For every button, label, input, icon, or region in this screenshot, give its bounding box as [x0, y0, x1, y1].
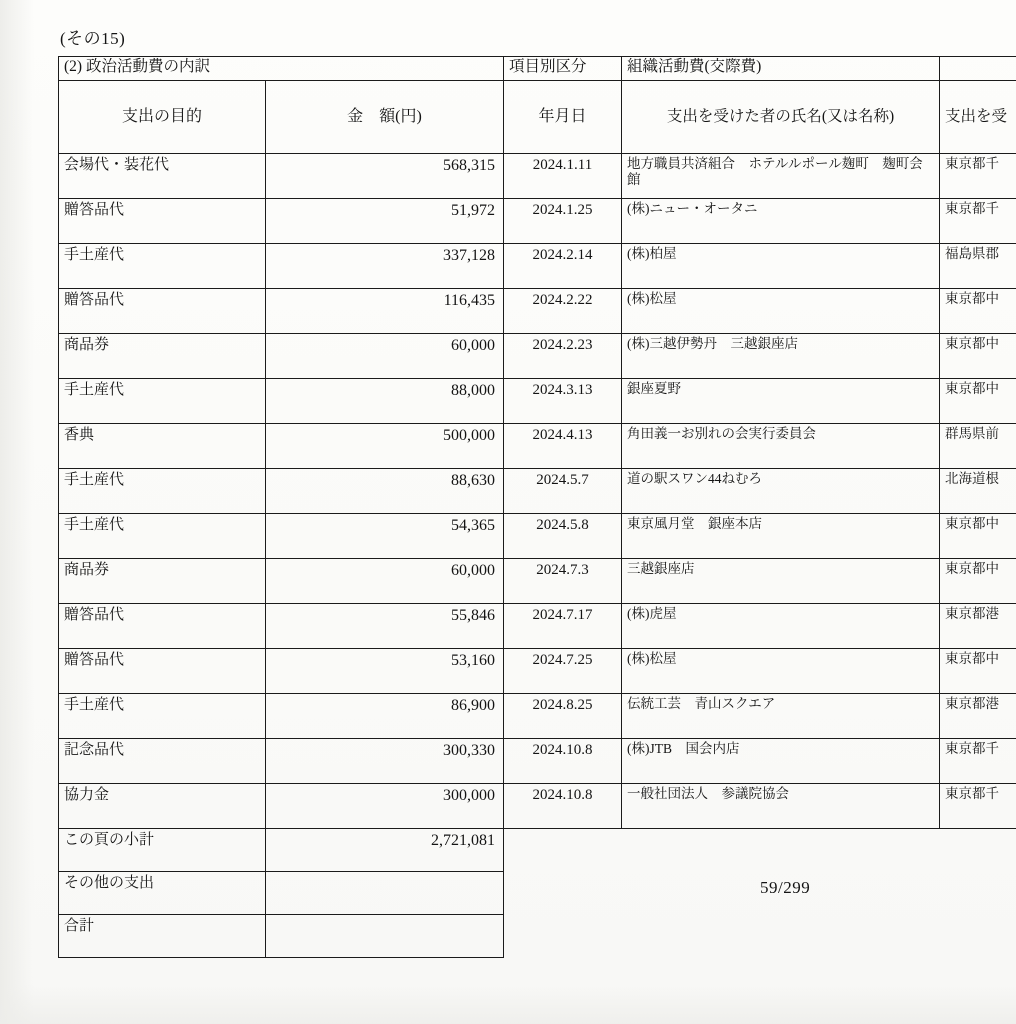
cell-date: 2024.1.11: [504, 154, 622, 199]
table-title-row: [59, 57, 1016, 81]
cell-purpose: 記念品代: [59, 739, 266, 784]
cell-date: 2024.3.13: [504, 379, 622, 424]
cell-date: 2024.10.8: [504, 739, 622, 784]
cell-recipient-name: (株)柏屋: [622, 244, 940, 289]
cell-purpose: 商品券: [59, 559, 266, 604]
cell-recipient-name: (株)虎屋: [622, 604, 940, 649]
table-row: [59, 604, 1016, 649]
table-row: [59, 559, 1016, 604]
cell-recipient-name: 一般社団法人 参議院協会: [622, 784, 940, 829]
cell-amount: 54,365: [266, 514, 504, 559]
column-header-recipient-address: 支出を受: [940, 81, 1016, 154]
cell-date: 2024.2.22: [504, 289, 622, 334]
summary-amount: [266, 915, 504, 958]
cell-recipient-address: 東京都中: [940, 559, 1016, 604]
table-row: [59, 289, 1016, 334]
cell-recipient-address: 東京都港: [940, 694, 1016, 739]
summary-blank-address: [940, 915, 1016, 958]
summary-blank-date: [504, 829, 622, 872]
cell-recipient-address: 東京都千: [940, 784, 1016, 829]
cell-recipient-name: (株)ニュー・オータニ: [622, 199, 940, 244]
table-row: [59, 154, 1016, 199]
cell-purpose: 手土産代: [59, 379, 266, 424]
cell-recipient-address: 東京都千: [940, 739, 1016, 784]
cell-recipient-address: 東京都港: [940, 604, 1016, 649]
cell-amount: 116,435: [266, 289, 504, 334]
scan-shadow-left: [0, 0, 34, 1024]
column-header-purpose: 支出の目的: [59, 81, 266, 154]
summary-row-total: [59, 915, 1016, 958]
cell-amount: 60,000: [266, 334, 504, 379]
summary-blank-name: [622, 829, 940, 872]
cell-amount: 53,160: [266, 649, 504, 694]
cell-amount: 60,000: [266, 559, 504, 604]
summary-blank-name: [622, 915, 940, 958]
cell-purpose: 贈答品代: [59, 289, 266, 334]
table-header-row: [59, 81, 1016, 154]
cell-recipient-name: 東京風月堂 銀座本店: [622, 514, 940, 559]
cell-purpose: 会場代・装花代: [59, 154, 266, 199]
cell-date: 2024.2.14: [504, 244, 622, 289]
cell-recipient-address: 福島県郡: [940, 244, 1016, 289]
summary-row-other: [59, 872, 1016, 915]
summary-label: 合計: [59, 915, 266, 958]
cell-date: 2024.7.17: [504, 604, 622, 649]
table-row: [59, 649, 1016, 694]
cell-date: 2024.4.13: [504, 424, 622, 469]
cell-recipient-name: (株)松屋: [622, 289, 940, 334]
summary-blank-address: [940, 829, 1016, 872]
cell-purpose: 贈答品代: [59, 199, 266, 244]
cell-purpose: 香典: [59, 424, 266, 469]
cell-recipient-name: 銀座夏野: [622, 379, 940, 424]
cell-amount: 55,846: [266, 604, 504, 649]
cell-recipient-address: 東京都中: [940, 289, 1016, 334]
cell-recipient-address: 東京都中: [940, 379, 1016, 424]
table-title: (2) 政治活動費の内訳: [59, 57, 504, 81]
cell-amount: 51,972: [266, 199, 504, 244]
cell-recipient-name: (株)JTB 国会内店: [622, 739, 940, 784]
summary-label: その他の支出: [59, 872, 266, 915]
column-header-date: 年月日: [504, 81, 622, 154]
table-row: [59, 784, 1016, 829]
cell-date: 2024.5.7: [504, 469, 622, 514]
title-row-spacer: [940, 57, 1016, 81]
cell-purpose: 商品券: [59, 334, 266, 379]
cell-date: 2024.10.8: [504, 784, 622, 829]
cell-recipient-address: 北海道根: [940, 469, 1016, 514]
cell-recipient-name: 三越銀座店: [622, 559, 940, 604]
cell-purpose: 贈答品代: [59, 604, 266, 649]
cell-recipient-address: 東京都中: [940, 334, 1016, 379]
column-header-recipient-name: 支出を受けた者の氏名(又は名称): [622, 81, 940, 154]
cell-date: 2024.2.23: [504, 334, 622, 379]
summary-amount: 2,721,081: [266, 829, 504, 872]
table-row: [59, 469, 1016, 514]
table-row: [59, 694, 1016, 739]
category-label: 項目別区分: [504, 57, 622, 81]
table-row: [59, 739, 1016, 784]
table-row: [59, 244, 1016, 289]
table-row: [59, 379, 1016, 424]
summary-blank-date: [504, 872, 622, 915]
cell-date: 2024.7.25: [504, 649, 622, 694]
cell-recipient-address: 東京都千: [940, 154, 1016, 199]
table-row: [59, 514, 1016, 559]
cell-recipient-name: (株)松屋: [622, 649, 940, 694]
expense-breakdown-table: [58, 56, 1016, 958]
cell-date: 2024.5.8: [504, 514, 622, 559]
cell-recipient-name: 地方職員共済組合 ホテルルポール麹町 麹町会館: [622, 154, 940, 199]
cell-date: 2024.1.25: [504, 199, 622, 244]
cell-purpose: 手土産代: [59, 244, 266, 289]
cell-recipient-address: 東京都中: [940, 514, 1016, 559]
cell-purpose: 手土産代: [59, 469, 266, 514]
cell-date: 2024.8.25: [504, 694, 622, 739]
cell-recipient-name: 道の駅スワン44ねむろ: [622, 469, 940, 514]
cell-amount: 88,630: [266, 469, 504, 514]
cell-amount: 88,000: [266, 379, 504, 424]
cell-purpose: 手土産代: [59, 694, 266, 739]
cell-purpose: 手土産代: [59, 514, 266, 559]
cell-recipient-name: 角田義一お別れの会実行委員会: [622, 424, 940, 469]
summary-blank-address: [940, 872, 1016, 915]
scan-shadow-bottom: [0, 984, 1016, 1024]
summary-label: この頁の小計: [59, 829, 266, 872]
table-row: [59, 424, 1016, 469]
cell-purpose: 贈答品代: [59, 649, 266, 694]
cell-recipient-name: (株)三越伊勢丹 三越銀座店: [622, 334, 940, 379]
summary-row-subtotal: [59, 829, 1016, 872]
category-value: 組織活動費(交際費): [622, 57, 940, 81]
cell-recipient-name: 伝統工芸 青山スクエア: [622, 694, 940, 739]
cell-amount: 300,330: [266, 739, 504, 784]
cell-amount: 300,000: [266, 784, 504, 829]
page-number: 59/299: [760, 878, 811, 897]
table-row: [59, 199, 1016, 244]
summary-amount: [266, 872, 504, 915]
sheet-label: (その15): [60, 29, 126, 48]
column-header-amount: 金 額(円): [266, 81, 504, 154]
cell-recipient-address: 東京都千: [940, 199, 1016, 244]
cell-recipient-address: 東京都中: [940, 649, 1016, 694]
cell-amount: 86,900: [266, 694, 504, 739]
cell-recipient-address: 群馬県前: [940, 424, 1016, 469]
cell-purpose: 協力金: [59, 784, 266, 829]
table-row: [59, 334, 1016, 379]
summary-blank-date: [504, 915, 622, 958]
cell-amount: 568,315: [266, 154, 504, 199]
cell-amount: 337,128: [266, 244, 504, 289]
cell-amount: 500,000: [266, 424, 504, 469]
cell-date: 2024.7.3: [504, 559, 622, 604]
